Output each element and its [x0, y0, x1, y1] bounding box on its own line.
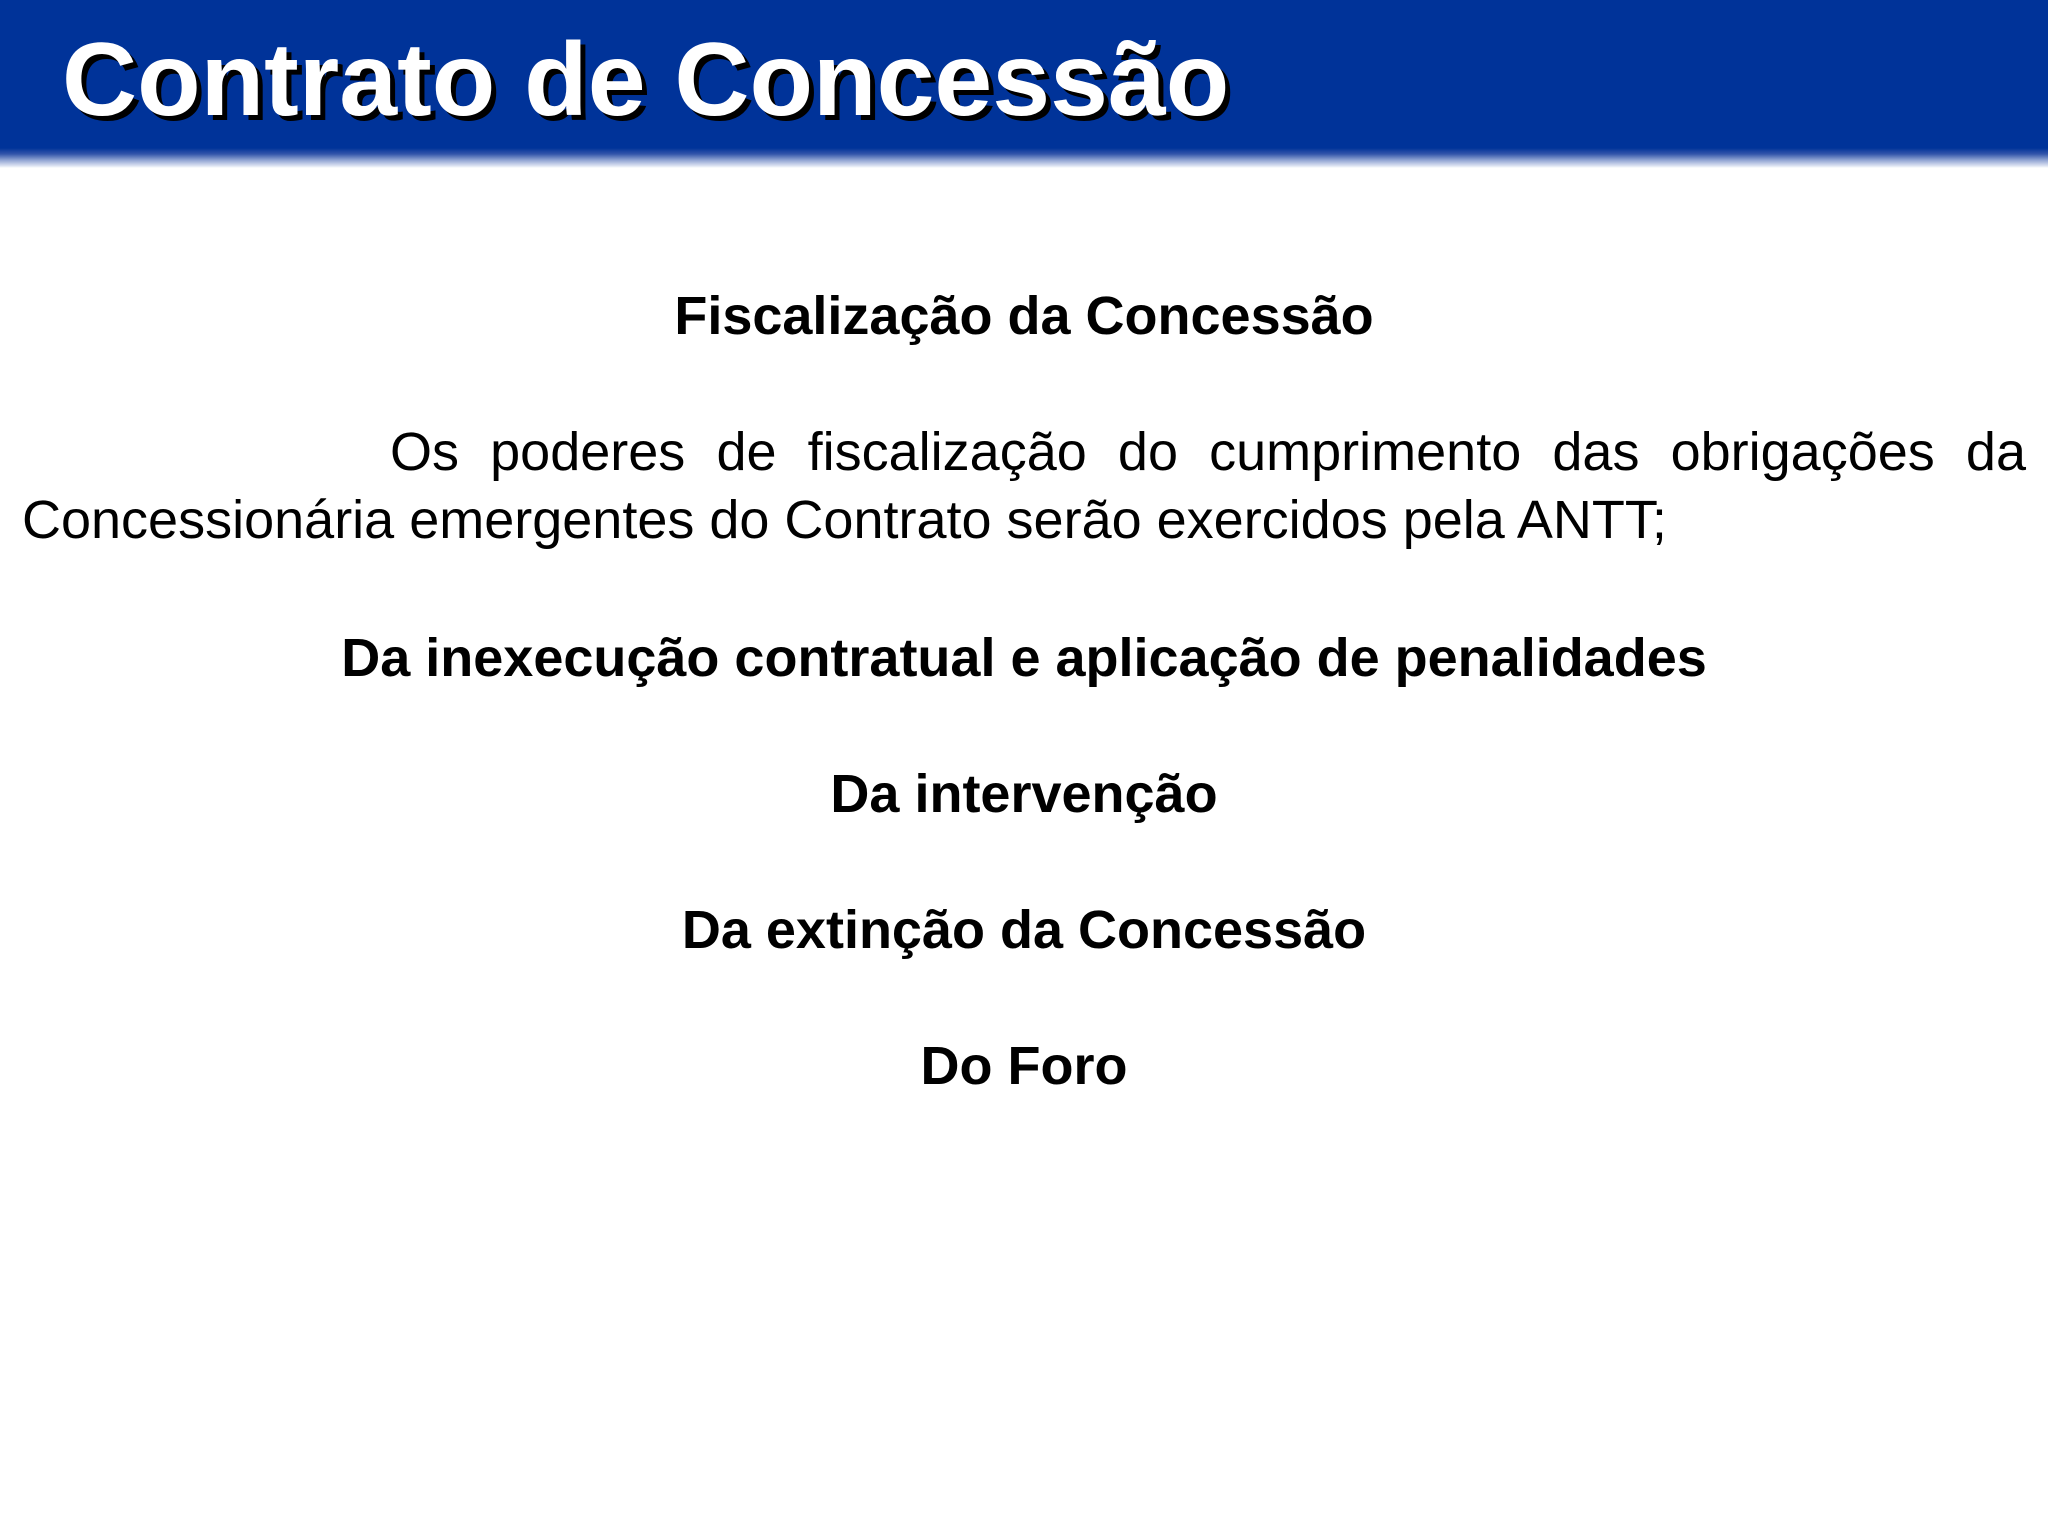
- section-heading-foro: Do Foro: [920, 1036, 1128, 1096]
- fiscalizacao-paragraph: Os poderes de fiscalização do cumprimento das obrigações da Concessionária emergentes do Contrato serão exercidos pela ANTT;: [22, 422, 2026, 550]
- section-heading-inexecucao: Da inexecução contratual e aplicação de penalidades: [341, 628, 1707, 688]
- section-heading-extincao: Da extinção da Concessão: [681, 900, 1367, 960]
- title-bar: [0, 0, 2048, 168]
- section-heading-fiscalizacao: Fiscalização da Concessão: [674, 286, 1374, 346]
- slide-title: Contrato de Concessão: [62, 22, 1230, 138]
- section-heading-intervencao: Da intervenção: [830, 764, 1218, 824]
